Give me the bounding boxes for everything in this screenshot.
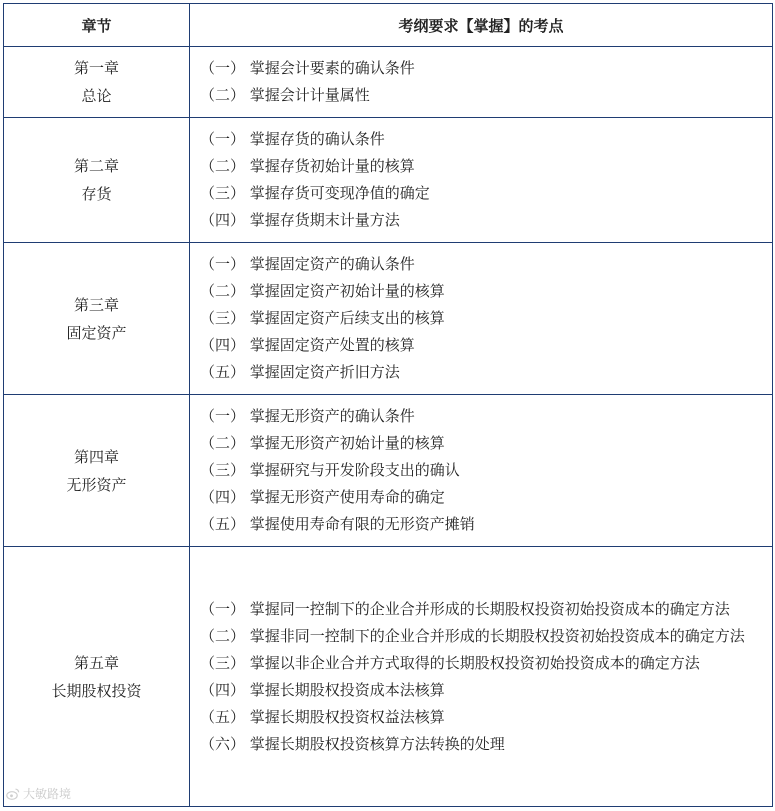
chapter-number: 第五章 bbox=[73, 653, 119, 672]
header-points: 考纲要求【掌握】的考点 bbox=[190, 4, 773, 47]
chapter-title: 固定资产 bbox=[66, 323, 127, 342]
chapter-cell bbox=[4, 243, 190, 395]
points-cell bbox=[190, 547, 773, 807]
point-item: （二） 掌握存货初始计量的核算 bbox=[200, 157, 415, 175]
point-item: （一） 掌握存货的确认条件 bbox=[200, 130, 385, 148]
point-item: （三） 掌握存货可变现净值的确定 bbox=[200, 184, 430, 202]
chapter-cell bbox=[4, 118, 190, 243]
point-item: （三） 掌握以非企业合并方式取得的长期股权投资初始投资成本的确定方法 bbox=[200, 653, 700, 672]
point-item: （二） 掌握会计计量属性 bbox=[200, 86, 370, 104]
chapter-cell bbox=[4, 547, 190, 807]
table-header-row bbox=[4, 4, 773, 47]
chapter-number: 第四章 bbox=[73, 447, 119, 466]
point-item: （五） 掌握使用寿命有限的无形资产摊销 bbox=[200, 515, 475, 533]
point-item: （五） 掌握长期股权投资权益法核算 bbox=[200, 707, 445, 726]
points-cell bbox=[190, 243, 773, 395]
table-row bbox=[4, 47, 773, 118]
point-item: （二） 掌握无形资产初始计量的核算 bbox=[200, 434, 445, 452]
point-item: （四） 掌握长期股权投资成本法核算 bbox=[200, 680, 445, 699]
point-item: （二） 掌握非同一控制下的企业合并形成的长期股权投资初始投资成本的确定方法 bbox=[200, 626, 745, 645]
chapter-cell bbox=[4, 47, 190, 118]
point-item: （二） 掌握固定资产初始计量的核算 bbox=[200, 282, 445, 300]
table-row bbox=[4, 118, 773, 243]
point-item: （一） 掌握无形资产的确认条件 bbox=[200, 407, 415, 425]
chapter-title: 长期股权投资 bbox=[51, 681, 142, 700]
chapter-cell bbox=[4, 395, 190, 547]
point-item: （四） 掌握无形资产使用寿命的确定 bbox=[200, 488, 445, 506]
chapter-title: 无形资产 bbox=[66, 475, 127, 494]
table-row bbox=[4, 243, 773, 395]
chapter-title: 存货 bbox=[81, 185, 112, 203]
point-item: （六） 掌握长期股权投资核算方法转换的处理 bbox=[200, 734, 505, 753]
chapter-number: 第一章 bbox=[73, 59, 119, 77]
table-row bbox=[4, 395, 773, 547]
watermark bbox=[6, 785, 71, 802]
watermark-text: 大敏路境 bbox=[23, 787, 72, 801]
point-item: （一） 掌握同一控制下的企业合并形成的长期股权投资初始投资成本的确定方法 bbox=[200, 599, 730, 618]
points-cell bbox=[190, 395, 773, 547]
point-item: （四） 掌握存货期末计量方法 bbox=[200, 211, 400, 229]
syllabus-table bbox=[3, 3, 773, 807]
point-item: （三） 掌握固定资产后续支出的核算 bbox=[200, 309, 445, 327]
chapter-title: 总论 bbox=[81, 87, 112, 105]
chapter-number: 第二章 bbox=[73, 157, 119, 175]
point-item: （一） 掌握固定资产的确认条件 bbox=[200, 255, 415, 273]
point-item: （一） 掌握会计要素的确认条件 bbox=[200, 59, 415, 77]
chapter-number: 第三章 bbox=[73, 295, 119, 314]
table-row bbox=[4, 547, 773, 807]
points-cell bbox=[190, 118, 773, 243]
point-item: （四） 掌握固定资产处置的核算 bbox=[200, 336, 415, 354]
point-item: （五） 掌握固定资产折旧方法 bbox=[200, 363, 400, 381]
points-cell bbox=[190, 47, 773, 118]
sina-weibo-icon bbox=[6, 787, 20, 801]
header-chapter: 章节 bbox=[4, 4, 190, 47]
point-item: （三） 掌握研究与开发阶段支出的确认 bbox=[200, 461, 460, 479]
